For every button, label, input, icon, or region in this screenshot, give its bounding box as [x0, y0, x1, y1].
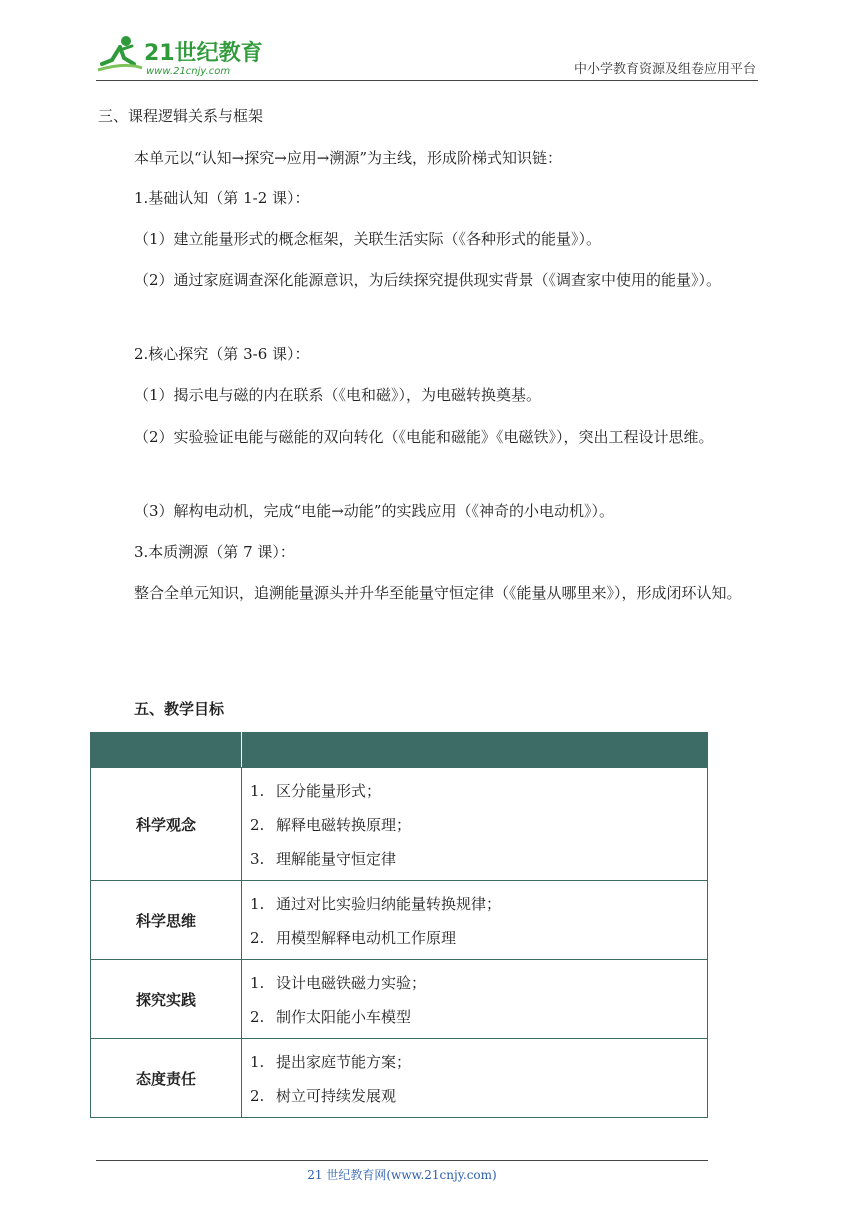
stage3-item1: 整合全单元知识，追溯能量源头并升华至能量守恒定律（《能量从哪里来》），形成闭环认知。 — [134, 584, 742, 602]
goal-category: 科学观念 — [91, 768, 242, 881]
stage1-item2: （2）通过家庭调查深化能源意识，为后续探究提供现实背景（《调查家中使用的能量》）。 — [134, 271, 722, 289]
goal-item: 2. 解释电磁转换原理； — [250, 816, 412, 834]
section3-title: 三、课程逻辑关系与框架 — [98, 107, 264, 125]
footer-link[interactable]: 21 世纪教育网(www.21cnjy.com) — [307, 1168, 497, 1182]
logo-21cnjy — [96, 34, 266, 78]
goal-item: 1. 提出家庭节能方案； — [250, 1053, 412, 1071]
svg-text:21世纪教育: 21世纪教育 — [144, 41, 263, 66]
stage2-item1: （1）揭示电与磁的内在联系（《电和磁》），为电磁转换奠基。 — [134, 386, 542, 404]
section5-title: 五、教学目标 — [134, 700, 225, 718]
stage2-title: 2.核心探究（第 3-6 课）： — [134, 345, 310, 363]
table-row — [91, 768, 708, 881]
stage1-title: 1.基础认知（第 1-2 课）： — [134, 189, 310, 207]
table-row — [91, 881, 708, 960]
table-row — [91, 1039, 708, 1118]
stage2-item2: （2）实验验证电能与磁能的双向转化（《电能和磁能》《电磁铁》），突出工程设计思维。 — [134, 428, 714, 446]
runner-icon — [98, 36, 142, 70]
goals-table — [90, 732, 708, 1118]
table-row — [91, 960, 708, 1039]
svg-text:www.21cnjy.com: www.21cnjy.com — [146, 66, 231, 77]
page-header — [96, 30, 758, 80]
goal-item: 2. 用模型解释电动机工作原理 — [250, 929, 457, 947]
goal-item: 2. 树立可持续发展观 — [250, 1087, 397, 1105]
goal-items — [242, 1039, 708, 1118]
goal-items — [242, 768, 708, 881]
goal-item: 1. 区分能量形式； — [250, 782, 382, 800]
goal-items — [242, 881, 708, 960]
table-header-cell — [91, 733, 242, 768]
goal-category: 探究实践 — [91, 960, 242, 1039]
intro-paragraph: 本单元以“认知→探究→应用→溯源”为主线，形成阶梯式知识链： — [134, 149, 563, 167]
goal-item: 2. 制作太阳能小车模型 — [250, 1008, 412, 1026]
goal-category: 科学思维 — [91, 881, 242, 960]
footer-rule — [96, 1160, 708, 1161]
stage2-item3: （3）解构电动机，完成“电能→动能”的实践应用（《神奇的小电动机》）。 — [134, 502, 614, 520]
goal-items — [242, 960, 708, 1039]
header-rule — [96, 80, 758, 81]
table-header-row — [91, 733, 708, 768]
goal-category: 态度责任 — [91, 1039, 242, 1118]
platform-name: 中小学教育资源及组卷应用平台 — [573, 62, 756, 77]
goal-item: 1. 通过对比实验归纳能量转换规律； — [250, 895, 502, 913]
table-header-cell — [242, 733, 708, 768]
goal-item: 1. 设计电磁铁磁力实验； — [250, 974, 427, 992]
stage1-item1: （1）建立能量形式的概念框架，关联生活实际（《各种形式的能量》）。 — [134, 230, 602, 248]
stage3-title: 3.本质溯源（第 7 课）： — [134, 543, 295, 561]
goal-item: 3. 理解能量守恒定律 — [250, 850, 397, 868]
